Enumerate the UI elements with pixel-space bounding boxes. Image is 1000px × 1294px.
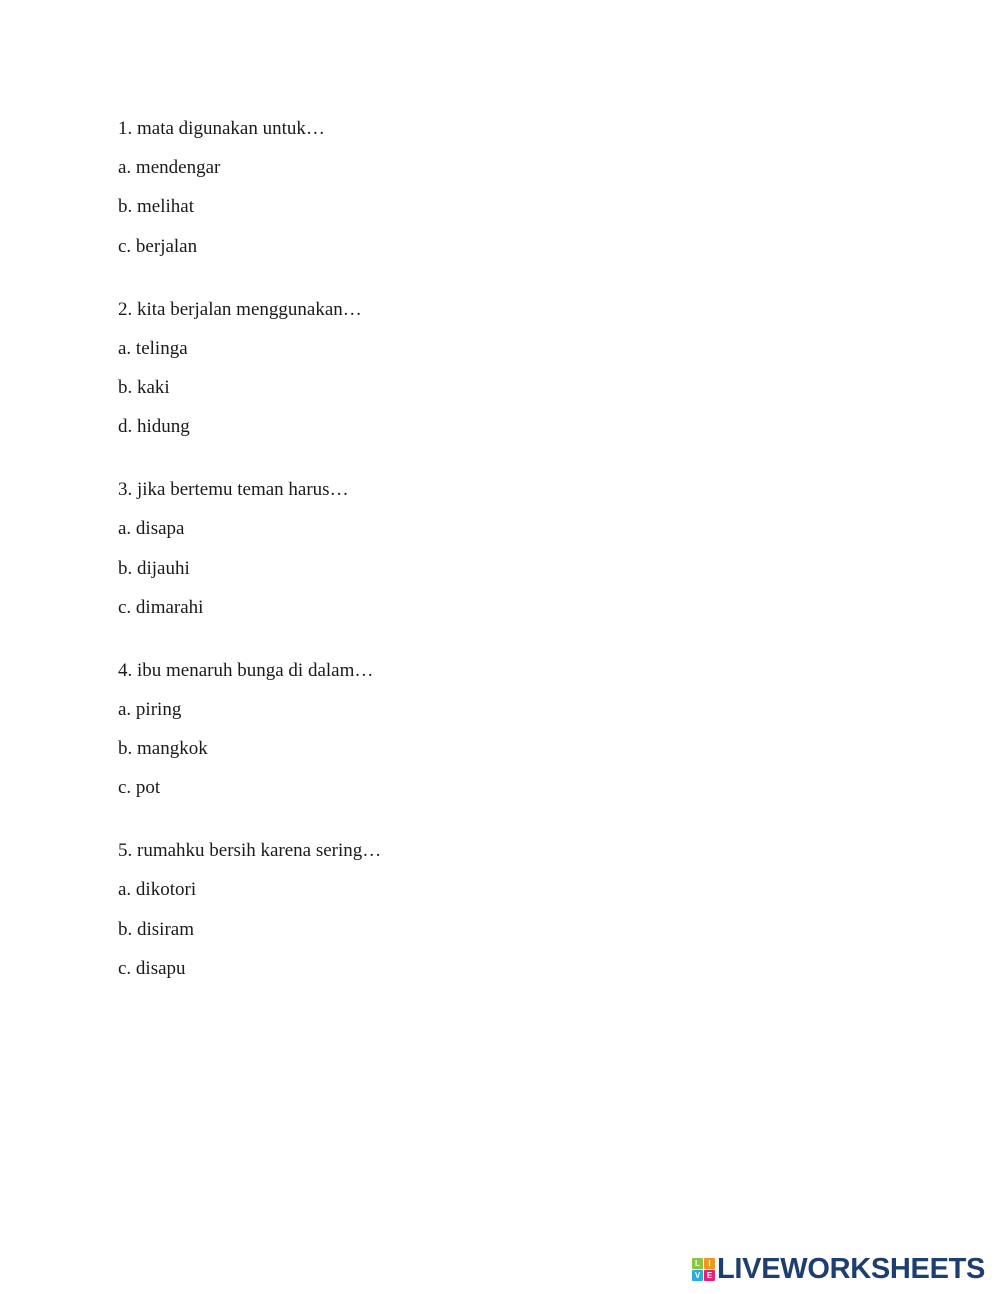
logo-mark-icon: [692, 1258, 715, 1281]
logo-text: LIVEWORKSHEETS: [717, 1253, 986, 1285]
option-a[interactable]: a. dikotori: [118, 879, 197, 901]
question-2: [118, 298, 818, 440]
question-prompt: 5. rumahku bersih karena sering…: [118, 840, 382, 862]
option-b[interactable]: b. disiram: [118, 918, 194, 940]
question-4: [118, 659, 818, 801]
option-b[interactable]: b. mangkok: [118, 738, 208, 760]
option-c[interactable]: c. disapu: [118, 957, 186, 979]
option-b[interactable]: b. kaki: [118, 376, 170, 398]
question-5: [118, 839, 818, 981]
question-1: [118, 117, 818, 259]
option-c[interactable]: c. dimarahi: [118, 596, 204, 618]
logo-mark-e: E: [704, 1270, 715, 1281]
option-d[interactable]: d. hidung: [118, 416, 190, 438]
option-a[interactable]: a. piring: [118, 698, 182, 720]
question-prompt: 2. kita berjalan menggunakan…: [118, 298, 362, 320]
logo-mark-i: I: [704, 1258, 715, 1269]
question-3: [118, 478, 818, 620]
option-b[interactable]: b. melihat: [118, 196, 194, 218]
option-c[interactable]: c. pot: [118, 777, 161, 799]
option-b[interactable]: b. dijauhi: [118, 557, 190, 579]
option-a[interactable]: a. telinga: [118, 337, 188, 359]
question-prompt: 4. ibu menaruh bunga di dalam…: [118, 659, 374, 681]
option-a[interactable]: a. mendengar: [118, 157, 221, 179]
option-c[interactable]: c. berjalan: [118, 235, 198, 257]
liveworksheets-logo: [692, 1254, 985, 1284]
worksheet: [118, 117, 818, 1020]
option-a[interactable]: a. disapa: [118, 518, 185, 540]
question-prompt: 1. mata digunakan untuk…: [118, 118, 325, 139]
logo-mark-v: V: [692, 1270, 703, 1281]
logo-mark-l: L: [692, 1258, 703, 1269]
question-prompt: 3. jika bertemu teman harus…: [118, 479, 349, 501]
